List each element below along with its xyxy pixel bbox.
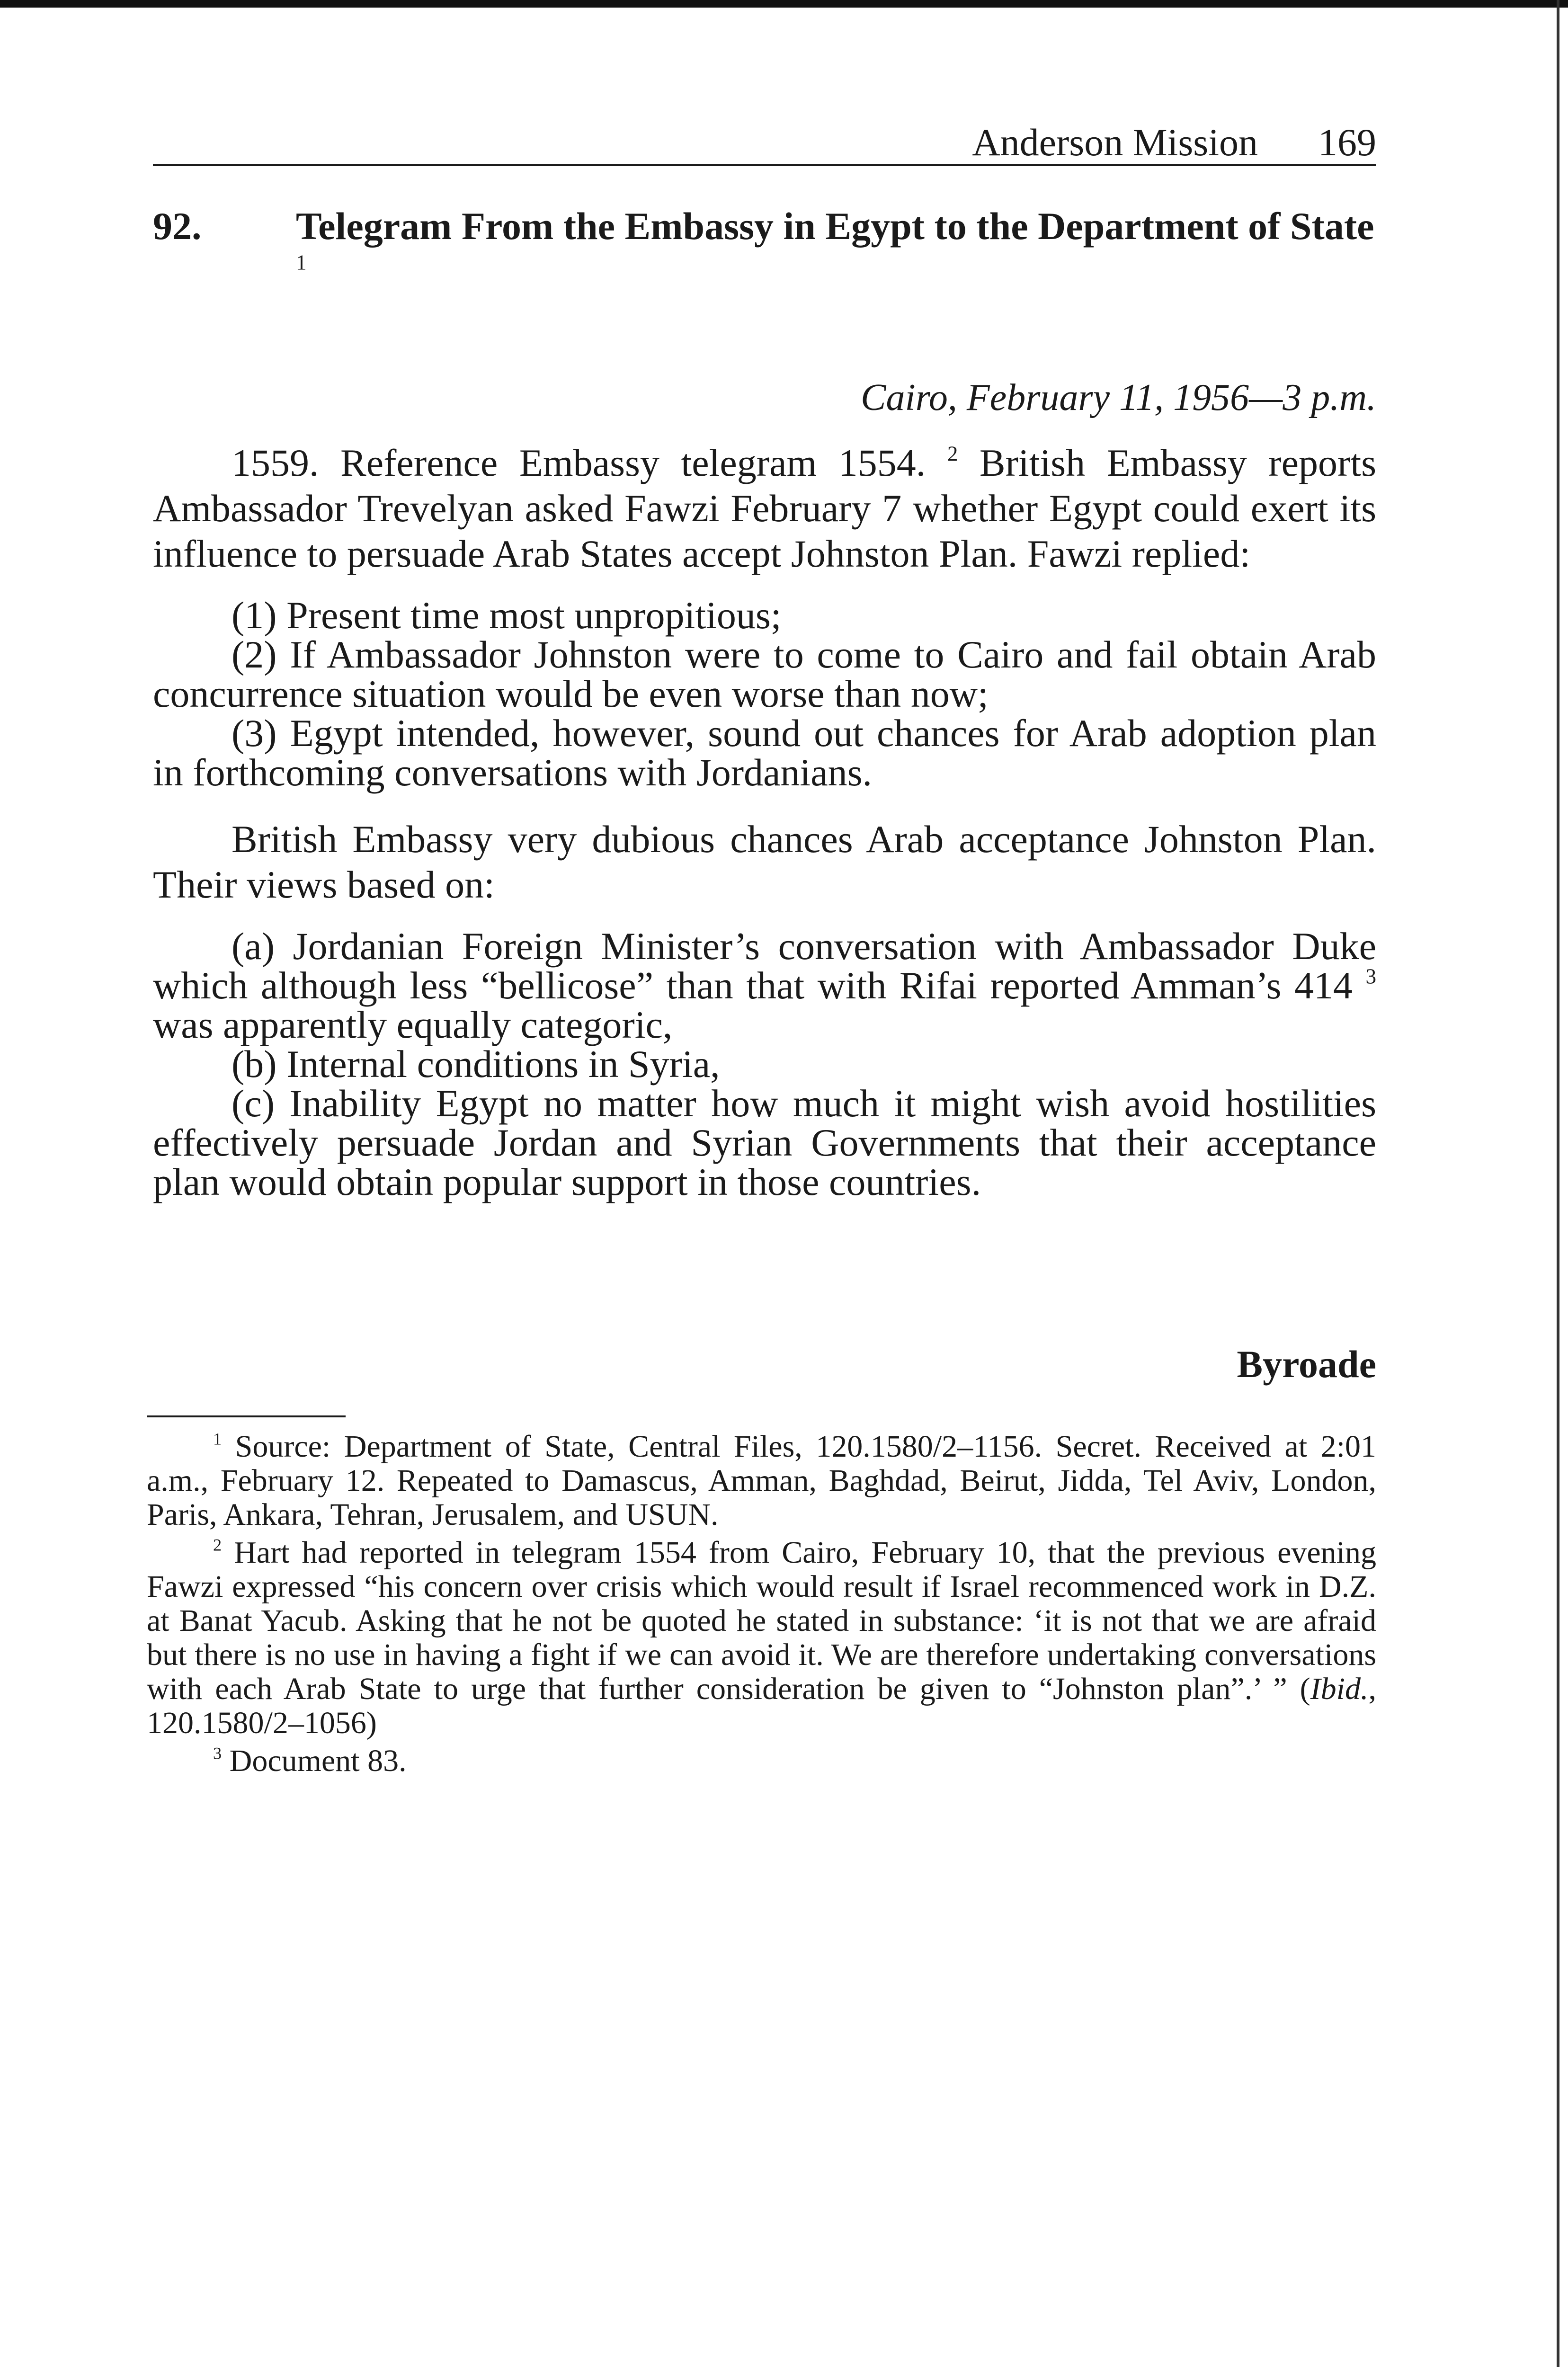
signature: Byroade: [1237, 1343, 1376, 1386]
footnote-ref-3: 3: [1365, 964, 1376, 988]
document-title: Telegram From the Embassy in Egypt to the Department of State: [296, 205, 1374, 248]
paragraph-1-text: British Embassy reports Ambassador Trevelyan asked Fawzi February 7 whether Egypt could exert its influence to persuade Arab States accept Johnston Plan. Fawzi replied:: [153, 441, 1377, 575]
list-item-a-text: (a) Jordanian Foreign Minister’s conversation with Ambassador Duke which although less “bellicose” than that with Rifai reported Amman’s 414: [153, 925, 1376, 1007]
footnotes: [147, 1430, 1376, 1782]
paragraph-2: British Embassy very dubious chances Arab acceptance Johnston Plan. Their views based on:: [153, 818, 1376, 906]
top-edge-bar: [0, 0, 1568, 8]
paragraph-1-lead: 1559. Reference Embassy telegram 1554.: [232, 441, 926, 484]
list-item-c: (c) Inability Egypt no matter how much it might wish avoid hostilities effectively persuade Jordan and Syrian Governments that their acceptance plan would obtain popular support in those countries.: [153, 1082, 1376, 1203]
page-edge: [1557, 0, 1559, 2367]
page-number: 169: [1318, 121, 1376, 164]
list-item-b: (b) Internal conditions in Syria,: [232, 1042, 720, 1086]
footnote-3: [147, 1744, 1376, 1778]
footnote-ref-1: 1: [296, 250, 307, 275]
paragraph-1: [153, 440, 1376, 577]
footnote-1-mark: 1: [213, 1429, 222, 1449]
footnote-3-text: Document 83.: [229, 1744, 407, 1778]
footnote-2-ref: 120.1580/2–1056: [147, 1706, 366, 1740]
list-item-2: (2) If Ambassador Johnston were to come to Cairo and fail obtain Arab concurrence situation would be even worse than now;: [153, 633, 1376, 715]
list-item-3: (3) Egypt intended, however, sound out chances for Arab adoption plan in forthcoming conversations with Jordanians.: [153, 712, 1376, 794]
telegram-body: [153, 440, 1376, 1201]
footnote-1-text: Source: Department of State, Central Files, 120.1580/2–1156. Secret. Received at 2:01 a.m., February 12. Repeated to Damascus, Amman, Baghdad, Beirut, Jidda, Tel Aviv, London, Paris, Ankara, Tehran, Jerusalem, and USUN.: [147, 1429, 1376, 1532]
footnote-divider: [147, 1415, 346, 1417]
running-head: [153, 121, 1376, 166]
footnote-2-mark: 2: [213, 1535, 222, 1555]
document-number: 92.: [153, 205, 202, 248]
footnote-2: $^2$ Hart had reported in telegram 1554 from Cairo, February 10, that the previous evening Fawzi expressed “his concern over crisis which would result if Israel recommenced work in D.Z. at Banat Yacub. Asking that he not be quoted he stated in substance: ‘it is not that we are afraid but there is no use in having a fight if we can avoid it. We are therefore undertaking conversations with each Arab State to urge that further consideration be given to “Johnston plan”.’ ” (Ibid., 120.1580/2–1056): [147, 1535, 1376, 1740]
footnote-3-mark: 3: [213, 1744, 222, 1763]
list-item-a: [153, 926, 1376, 1044]
running-head-title: Anderson Mission: [972, 121, 1258, 164]
footnote-1: [147, 1430, 1376, 1532]
document-title-block: [296, 204, 1376, 294]
footnote-2-text: Hart had reported in telegram 1554 from Cairo, February 10, that the previous evening Fawzi expressed “his concern over crisis which would result if Israel recommenced work in D.Z. at Banat Yacub. Asking that he not be quoted he stated in substance: ‘it is not that we are afraid but there is no use in having a fight if we can avoid it. We are therefore undertaking conversations with each Arab State to urge that further consideration be given to “Johnston plan”.’ ”: [147, 1535, 1376, 1706]
footnote-ref-2: 2: [947, 442, 958, 466]
list-item-1: (1) Present time most unpropitious;: [232, 594, 782, 637]
dateline: Cairo, February 11, 1956—3 p.m.: [861, 377, 1376, 418]
list-item-a-end: was apparently equally categoric,: [153, 1003, 673, 1046]
footnote-2-ibid: Ibid.: [1310, 1672, 1369, 1706]
